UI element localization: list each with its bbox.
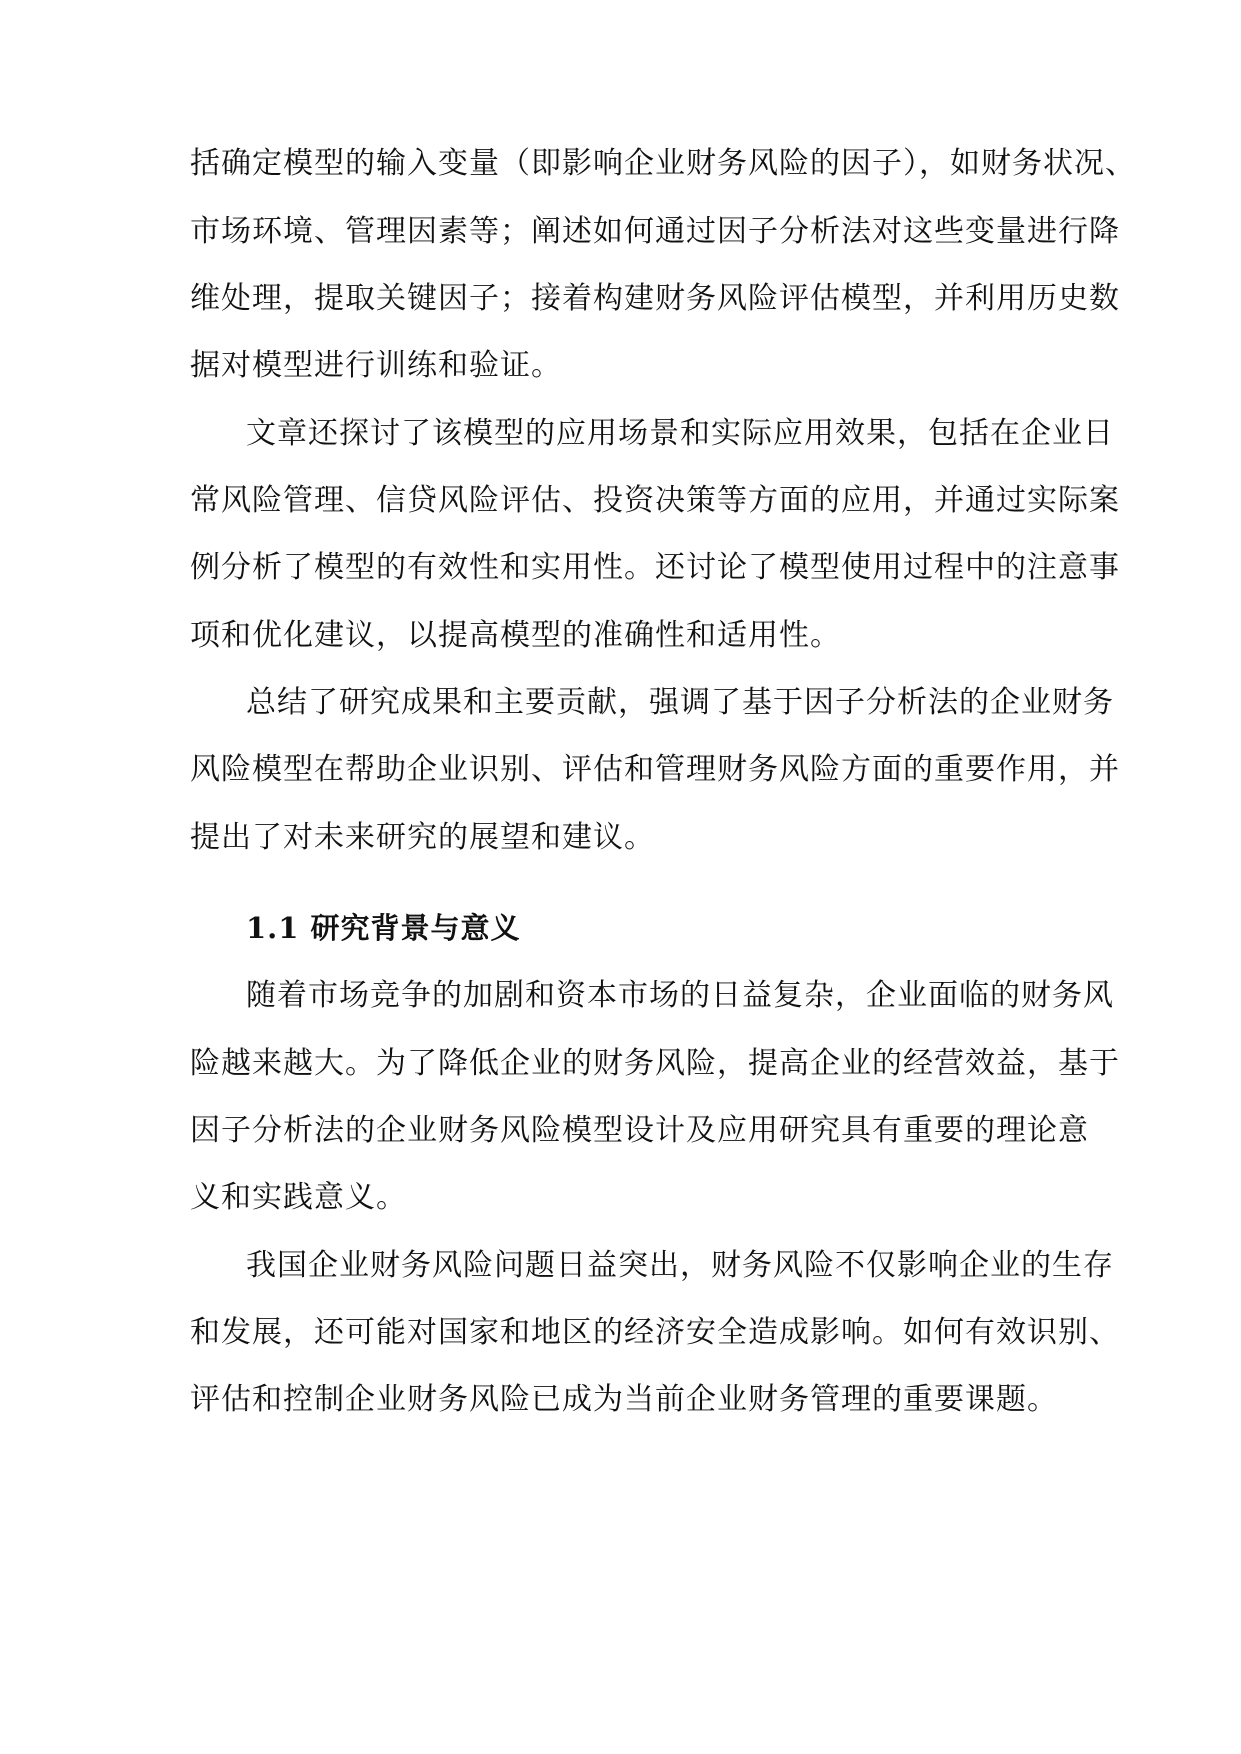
paragraph-line: 常风险管理、信贷风险评估、投资决策等方面的应用，并通过实际案	[190, 483, 1120, 518]
paragraph-line: 文章还探讨了该模型的应用场景和实际应用效果，包括在企业日	[246, 416, 1114, 451]
section-heading: 1.1 研究背景与意义	[246, 911, 521, 945]
paragraph-line: 市场环境、管理因素等；阐述如何通过因子分析法对这些变量进行降	[190, 214, 1120, 249]
paragraph-line: 总结了研究成果和主要贡献，强调了基于因子分析法的企业财务	[246, 685, 1114, 720]
paragraph-line: 义和实践意义。	[190, 1180, 407, 1215]
paragraph-line: 据对模型进行训练和验证。	[190, 348, 562, 383]
paragraph-line: 例分析了模型的有效性和实用性。还讨论了模型使用过程中的注意事	[190, 550, 1120, 585]
paragraph-line: 险越来越大。为了降低企业的财务风险，提高企业的经营效益，基于	[190, 1046, 1120, 1081]
paragraph-line: 评估和控制企业财务风险已成为当前企业财务管理的重要课题。	[190, 1382, 1058, 1417]
paragraph-line: 我国企业财务风险问题日益突出，财务风险不仅影响企业的生存	[246, 1248, 1114, 1283]
paragraph-line: 提出了对未来研究的展望和建议。	[190, 820, 655, 855]
paragraph-line: 括确定模型的输入变量（即影响企业财务风险的因子），如财务状况、	[190, 146, 1136, 181]
paragraph-line: 和发展，还可能对国家和地区的经济安全造成影响。如何有效识别、	[190, 1315, 1120, 1350]
paragraph-line: 维处理，提取关键因子；接着构建财务风险评估模型，并利用历史数	[190, 281, 1120, 316]
paragraph-line: 因子分析法的企业财务风险模型设计及应用研究具有重要的理论意	[190, 1113, 1089, 1148]
paragraph-line: 随着市场竞争的加剧和资本市场的日益复杂，企业面临的财务风	[246, 978, 1114, 1013]
paragraph-line: 风险模型在帮助企业识别、评估和管理财务风险方面的重要作用，并	[190, 752, 1120, 787]
paragraph-line: 项和优化建议，以提高模型的准确性和适用性。	[190, 618, 841, 653]
